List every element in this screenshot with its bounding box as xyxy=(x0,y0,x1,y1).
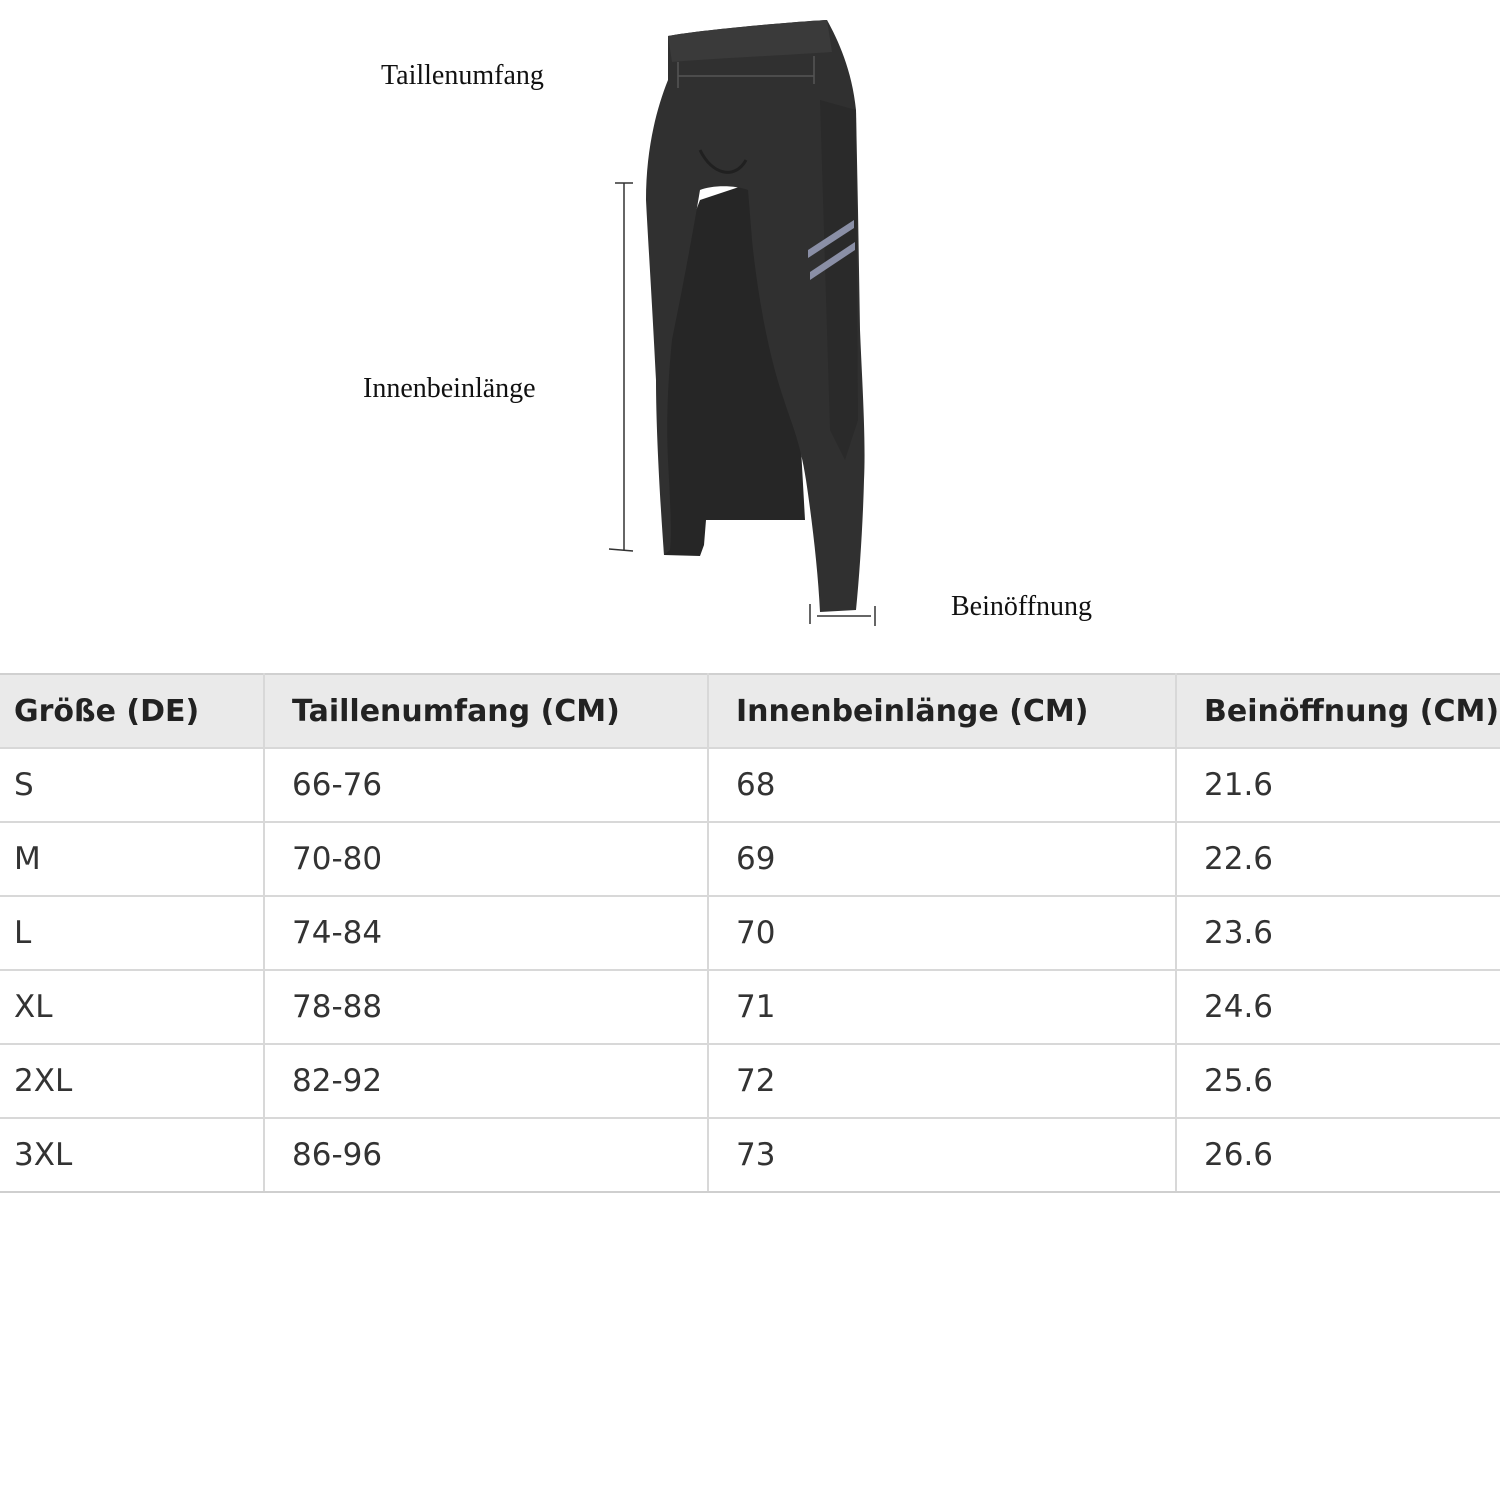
cell-size: XL xyxy=(0,970,264,1044)
table-header-row xyxy=(0,674,1500,748)
cell-waist: 70-80 xyxy=(264,822,708,896)
waist-label: Taillenumfang xyxy=(381,60,544,91)
cell-leg-opening: 25.6 xyxy=(1176,1044,1500,1118)
cell-waist: 82-92 xyxy=(264,1044,708,1118)
table-row xyxy=(0,822,1500,896)
cell-leg-opening: 21.6 xyxy=(1176,748,1500,822)
cell-leg-opening: 26.6 xyxy=(1176,1118,1500,1192)
inseam-measure-line xyxy=(609,183,633,551)
header-leg-opening: Beinöffnung (CM) xyxy=(1176,674,1500,748)
leg-opening-label: Beinöffnung xyxy=(951,591,1093,622)
cell-inseam: 70 xyxy=(708,896,1176,970)
pants-illustration xyxy=(0,0,1500,640)
cell-size: 3XL xyxy=(0,1118,264,1192)
table-row xyxy=(0,896,1500,970)
cell-waist: 78-88 xyxy=(264,970,708,1044)
table-row xyxy=(0,1118,1500,1192)
cell-waist: 66-76 xyxy=(264,748,708,822)
cell-inseam: 71 xyxy=(708,970,1176,1044)
size-table xyxy=(0,673,1500,1193)
cell-waist: 74-84 xyxy=(264,896,708,970)
cell-inseam: 73 xyxy=(708,1118,1176,1192)
cell-inseam: 72 xyxy=(708,1044,1176,1118)
size-diagram xyxy=(0,0,1500,640)
table-row xyxy=(0,1044,1500,1118)
header-waist: Taillenumfang (CM) xyxy=(264,674,708,748)
cell-size: 2XL xyxy=(0,1044,264,1118)
table-row xyxy=(0,748,1500,822)
inseam-label: Innenbeinlänge xyxy=(363,373,536,404)
cell-size: S xyxy=(0,748,264,822)
cell-leg-opening: 24.6 xyxy=(1176,970,1500,1044)
header-size: Größe (DE) xyxy=(0,674,264,748)
cell-size: M xyxy=(0,822,264,896)
cell-inseam: 69 xyxy=(708,822,1176,896)
cell-leg-opening: 22.6 xyxy=(1176,822,1500,896)
cell-inseam: 68 xyxy=(708,748,1176,822)
cell-size: L xyxy=(0,896,264,970)
cell-waist: 86-96 xyxy=(264,1118,708,1192)
cell-leg-opening: 23.6 xyxy=(1176,896,1500,970)
table-row xyxy=(0,970,1500,1044)
header-inseam: Innenbeinlänge (CM) xyxy=(708,674,1176,748)
